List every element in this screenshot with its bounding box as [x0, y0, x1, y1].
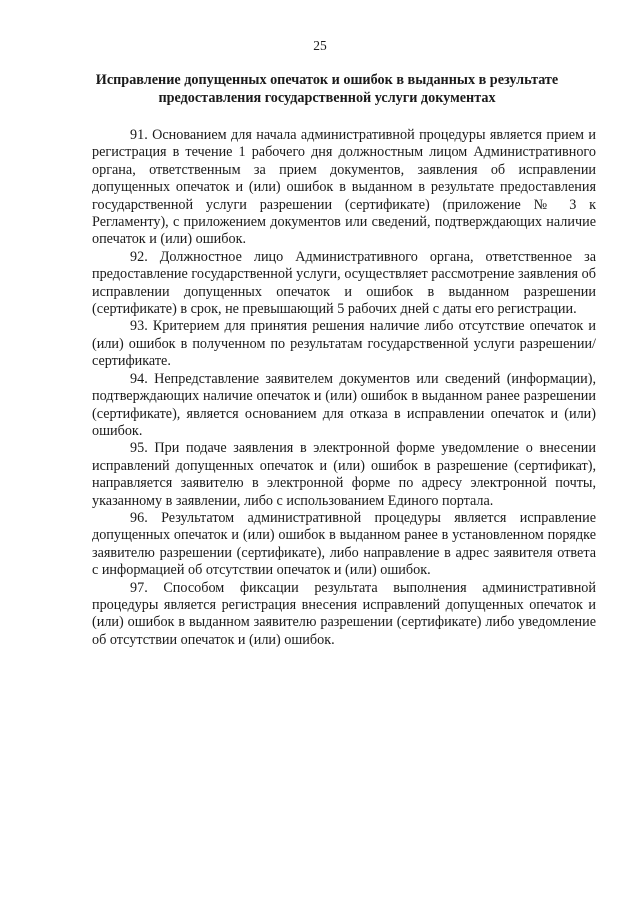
paragraph-95: 95. При подаче заявления в электронной форме уведомление о внесении исправлений допущенных опечаток и (или) ошибок в разрешение (сертификат), направляется заявителю в электронной форме по адресу электронной почты, указанному в заявлении, либо с использованием Единого портала.	[92, 440, 596, 509]
paragraph-92: 92. Должностное лицо Административного органа, ответственное за предоставление государственной услуги, осуществляет рассмотрение заявления об исправлении допущенных опечаток и ошибок в выданном разрешении (сертификате) в срок, не превышающий 5 рабочих дней с даты его регистрации.	[92, 248, 596, 318]
paragraph-94: 94. Непредставление заявителем документов или сведений (информации), подтверждающих наличие опечаток и (или) ошибок в выданном ранее разрешении (сертификате), является основанием для отказа в исправлении опечаток и (или) ошибок.	[92, 370, 596, 439]
paragraph-97: 97. Способом фиксации результата выполнения административной процедуры является регистрация внесения исправлений допущенных опечаток и (или) ошибок в выданном заявителю разрешении (сертификате) либо уведомление об отсутствии опечаток и (или) ошибок.	[92, 579, 596, 648]
paragraph-96: 96. Результатом административной процедуры является исправление допущенных опечаток и (или) ошибок в выданном ранее в установленном порядке заявителю разрешении (сертификате), либо направление в адрес заявителя ответа с информацией об отсутствии опечаток и (или) ошибок.	[92, 509, 596, 579]
paragraph-93: 93. Критерием для принятия решения наличие либо отсутствие опечаток и (или) ошибок в полученном по результатам государственной услуги разрешении/сертификате.	[92, 318, 596, 370]
section-heading: Исправление допущенных опечаток и ошибок в выданных в результате предоставления государственной услуги документах	[95, 72, 559, 106]
page-number: 25	[313, 38, 327, 53]
paragraph-91: 91. Основанием для начала административной процедуры является прием и регистрация в течение 1 рабочего дня должностным лицом Административного органа, ответственным за прием документов, заявления об исправлении допущенных опечаток и (или) ошибок в выданном в результате предоставления государственной услуги разрешении (сертификате) (приложение № 3 к Регламенту), с приложением документов или сведений, подтверждающих наличие опечаток и (или) ошибок.	[92, 127, 596, 248]
document-body	[92, 127, 596, 649]
